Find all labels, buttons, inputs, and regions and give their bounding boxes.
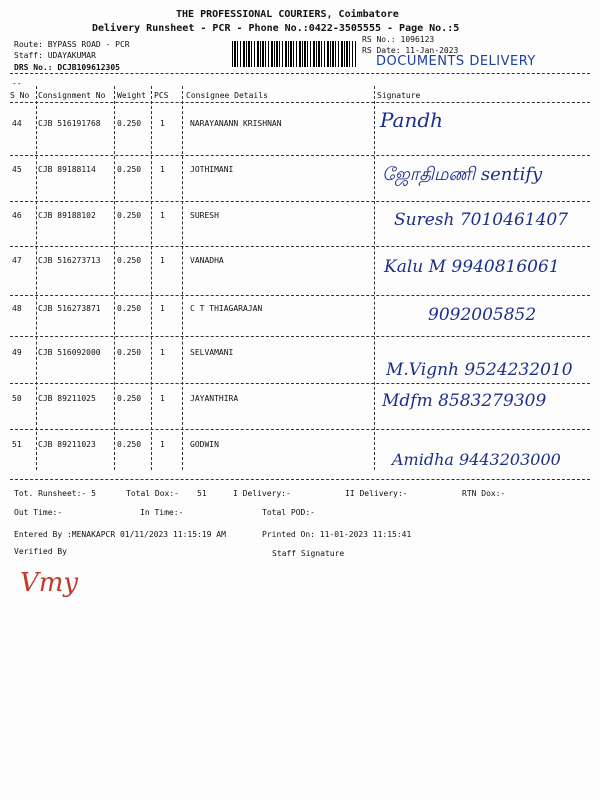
row-weight: 0.250: [117, 211, 142, 220]
row-pcs: 1: [160, 119, 165, 128]
documents-delivery-stamp: DOCUMENTS DELIVERY: [376, 54, 536, 69]
signature: M.Vignh 9524232010: [386, 360, 573, 380]
signature: Kalu M 9940816061: [384, 257, 560, 277]
col-signature: Signature: [377, 91, 421, 100]
row-divider: [10, 155, 590, 156]
row-consignment: CJB 89188102: [38, 211, 96, 220]
divider: [10, 73, 590, 74]
total-dox-value: 51: [197, 489, 207, 498]
tot-runsheet: Tot. Runsheet:- 5: [14, 489, 96, 498]
row-consignee: C T THIAGARAJAN: [190, 304, 263, 313]
i-delivery: I Delivery:-: [233, 489, 291, 498]
row-pcs: 1: [160, 304, 165, 313]
table-row: [10, 348, 590, 358]
row-consignee: VANADHA: [190, 256, 224, 265]
total-dox-label: Total Dox:-: [126, 489, 179, 498]
row-divider: [10, 295, 590, 296]
staff-signature: Staff Signature: [272, 549, 345, 558]
row-sno: 49: [12, 348, 22, 357]
row-sno: 51: [12, 440, 22, 449]
row-weight: 0.250: [117, 256, 142, 265]
total-pod: Total POD:-: [262, 508, 315, 517]
row-pcs: 1: [160, 211, 165, 220]
row-weight: 0.250: [117, 348, 142, 357]
dots-mark: --: [12, 79, 22, 88]
row-weight: 0.250: [117, 119, 142, 128]
row-pcs: 1: [160, 440, 165, 449]
row-divider: [10, 336, 590, 337]
rs-date: RS Date: 11-Jan-2023: [362, 46, 459, 55]
signature: 9092005852: [428, 305, 537, 325]
divider: [10, 102, 590, 103]
col-pcs: PCS: [154, 91, 169, 100]
row-consignee: JOTHIMANI: [190, 165, 234, 174]
verified-by: Verified By: [14, 547, 67, 556]
row-consignment: CJB 516191768: [38, 119, 101, 128]
column-line: [114, 86, 115, 470]
col-consignee: Consignee Details: [186, 91, 268, 100]
row-sno: 47: [12, 256, 22, 265]
barcode: [232, 41, 356, 67]
company-title: THE PROFESSIONAL COURIERS, Coimbatore: [176, 9, 399, 20]
runsheet-subtitle: Delivery Runsheet - PCR - Phone No.:0422-3505555 - Page No.:5: [92, 23, 460, 34]
row-weight: 0.250: [117, 440, 142, 449]
row-consignee: SELVAMANI: [190, 348, 234, 357]
signature: ஜோதிமணி sentify: [382, 164, 543, 185]
row-consignment: CJB 89188114: [38, 165, 96, 174]
row-pcs: 1: [160, 394, 165, 403]
row-consignment: CJB 89211025: [38, 394, 96, 403]
row-pcs: 1: [160, 256, 165, 265]
entered-by: Entered By :MENAKAPCR 01/11/2023 11:15:19 AM: [14, 530, 226, 539]
row-divider: [10, 383, 590, 384]
in-time: In Time:-: [140, 508, 184, 517]
row-weight: 0.250: [117, 165, 142, 174]
signature: Pandh: [380, 108, 444, 132]
ii-delivery: II Delivery:-: [345, 489, 408, 498]
row-divider: [10, 246, 590, 247]
table-row: [10, 119, 590, 129]
row-sno: 48: [12, 304, 22, 313]
route-label: Route: BYPASS ROAD - PCR: [14, 40, 130, 49]
row-consignee: GODWIN: [190, 440, 219, 449]
table-header: [10, 91, 590, 101]
row-divider: [10, 201, 590, 202]
row-consignment: CJB 516273713: [38, 256, 101, 265]
row-divider: [10, 429, 590, 430]
column-line: [374, 86, 375, 470]
column-line: [151, 86, 152, 470]
drs-number: DRS No.: DCJB109612305: [14, 63, 120, 72]
staff-label: Staff: UDAYAKUMAR: [14, 51, 96, 60]
col-sno: S No: [10, 91, 30, 100]
row-consignee: JAYANTHIRA: [190, 394, 239, 403]
col-consignment: Consignment No: [38, 91, 106, 100]
rtn-dox: RTN Dox:-: [462, 489, 506, 498]
row-consignment: CJB 89211023: [38, 440, 96, 449]
row-sno: 45: [12, 165, 22, 174]
divider: [10, 479, 590, 480]
row-consignee: NARAYANANN KRISHNAN: [190, 119, 282, 128]
row-weight: 0.250: [117, 394, 142, 403]
col-weight: Weight: [117, 91, 146, 100]
row-pcs: 1: [160, 348, 165, 357]
verifier-mark: Vmy: [20, 568, 79, 598]
row-weight: 0.250: [117, 304, 142, 313]
row-sno: 46: [12, 211, 22, 220]
row-sno: 50: [12, 394, 22, 403]
printed-on: Printed On: 11-01-2023 11:15:41: [262, 530, 412, 539]
signature: Suresh 7010461407: [394, 210, 569, 230]
row-pcs: 1: [160, 165, 165, 174]
row-consignee: SURESH: [190, 211, 219, 220]
row-sno: 44: [12, 119, 22, 128]
column-line: [36, 86, 37, 470]
row-consignment: CJB 516092000: [38, 348, 101, 357]
out-time: Out Time:-: [14, 508, 63, 517]
table-row: [10, 440, 590, 450]
rs-number: RS No.: 1096123: [362, 35, 435, 44]
signature: Mdfm 8583279309: [382, 391, 547, 411]
column-line: [182, 86, 183, 470]
row-consignment: CJB 516273871: [38, 304, 101, 313]
signature: Amidha 9443203000: [392, 450, 561, 469]
